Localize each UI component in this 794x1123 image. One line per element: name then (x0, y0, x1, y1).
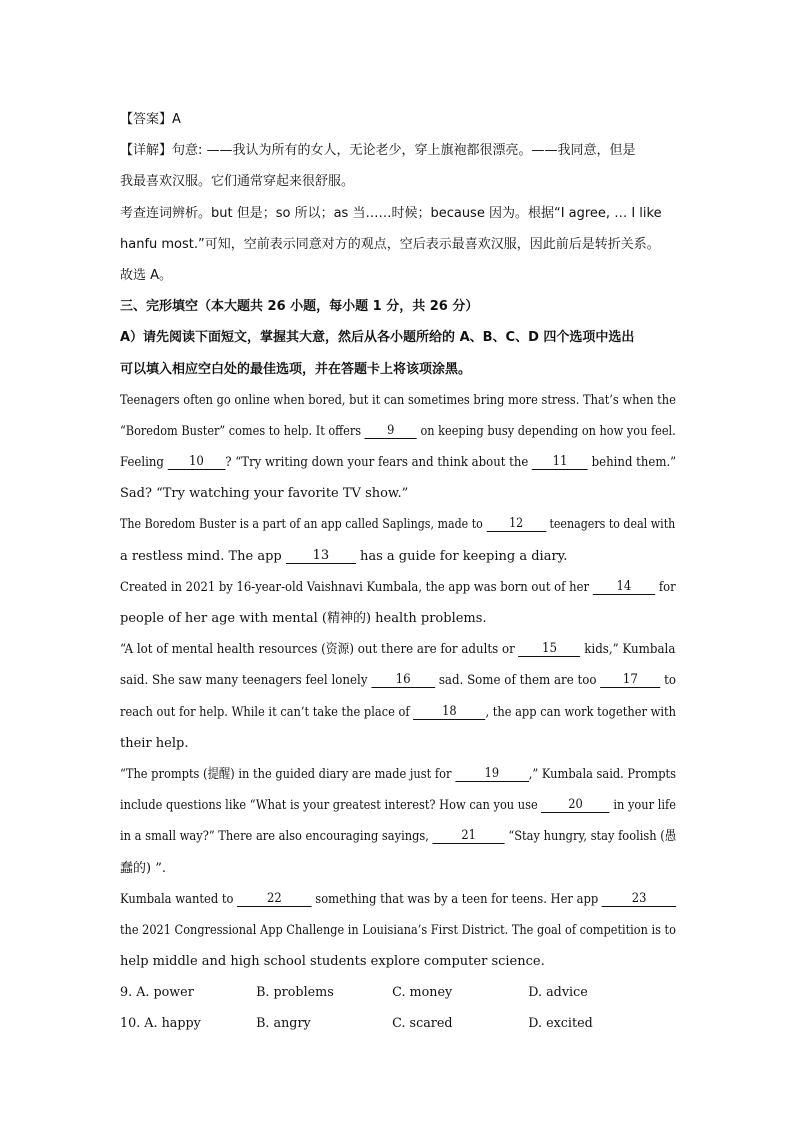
blank-14[interactable]: 14 (593, 580, 655, 595)
passage-line-2: “Boredom Buster” comes to help. It offers 9 on keeping busy depending on how you feel. (120, 422, 676, 439)
passage-line-6: a restless mind. The app 13 has a guide for keeping a diary. (120, 547, 568, 564)
blank-18[interactable]: 18 (413, 705, 485, 720)
detail-line-1: 【详解】句意: ——我认为所有的女人，无论老少，穿上旗袍都很漂亮。——我同意，但是 (120, 143, 636, 159)
passage-line-18: the 2021 Congressional App Challenge in Louisiana’s First District. The goal of competition is to (120, 922, 676, 938)
option-10-d[interactable]: D. excited (528, 1016, 593, 1032)
blank-13[interactable]: 13 (286, 549, 356, 564)
passage-line-5: The Boredom Buster is a part of an app called Saplings, made to 12 teenagers to deal with (120, 516, 676, 533)
blank-16[interactable]: 16 (371, 673, 435, 688)
passage-line-7: Created in 2021 by 16-year-old Vaishnavi Kumbala, the app was born out of her 14 for (120, 578, 676, 595)
passage-line-16: 蠢的) ”. (120, 860, 166, 876)
blank-11[interactable]: 11 (532, 455, 588, 470)
document-page (120, 104, 676, 1040)
passage-line-15: in a small way?” There are also encouraging sayings, 21 “Stay hungry, stay foolish (愚 (120, 828, 677, 845)
passage-line-12: their help. (120, 735, 189, 751)
passage-line-10: said. She saw many teenagers feel lonely 16 sad. Some of them are too 17 to (120, 672, 677, 689)
passage-line-3: Feeling 10 ? “Try writing down your fears and think about the 11 behind them.” (120, 454, 677, 471)
question-10-options (120, 1008, 676, 1039)
passage-line-19: help middle and high school students explore computer science. (120, 954, 545, 970)
blank-9[interactable]: 9 (365, 424, 417, 439)
blank-21[interactable]: 21 (433, 829, 505, 844)
option-10-c[interactable]: C. scared (392, 1016, 453, 1032)
option-9-c[interactable]: C. money (392, 985, 453, 1001)
passage-line-1: Teenagers often go online when bored, but it can sometimes bring more stress. That’s when the (120, 392, 676, 408)
detail-line-3: 考查连词辨析。but 但是；so 所以；as 当……时候；because 因为。根据“I agree, … I like (120, 205, 662, 221)
blank-12[interactable]: 12 (486, 517, 546, 532)
blank-17[interactable]: 17 (600, 673, 660, 688)
blank-19[interactable]: 19 (455, 767, 529, 782)
passage-line-11: reach out for help. While it can’t take the place of 18 , the app can work together with (120, 703, 676, 720)
passage-line-4: Sad? “Try watching your favorite TV show.” (120, 486, 409, 502)
passage-line-13: “The prompts (提醒) in the guided diary are made just for 19 ,” Kumbala said. Prompts (120, 765, 676, 782)
option-10-b[interactable]: B. angry (256, 1016, 311, 1032)
detail-line-2: 我最喜欢汉服。它们通常穿起来很舒服。 (120, 174, 355, 190)
passage-line-17: Kumbala wanted to 22 something that was by a teen for teens. Her app 23 (120, 884, 676, 915)
blank-15[interactable]: 15 (519, 642, 581, 657)
detail-line-4: hanfu most.”可知，空前表示同意对方的观点，空后表示最喜欢汉服，因此前后是转折关系。 (120, 236, 660, 252)
blank-22[interactable]: 22 (237, 892, 312, 907)
option-10-a[interactable]: 10. A. happy (120, 1016, 201, 1032)
question-9-options (120, 977, 676, 1008)
blank-10[interactable]: 10 (168, 455, 226, 470)
instruction-line-2: 可以填入相应空白处的最佳选项，并在答题卡上将该项涂黑。 (120, 361, 472, 377)
option-9-b[interactable]: B. problems (256, 985, 334, 1001)
option-9-d[interactable]: D. advice (528, 985, 588, 1001)
answer-label: 【答案】A (120, 112, 181, 127)
blank-23[interactable]: 23 (602, 892, 677, 907)
option-9-a[interactable]: 9. A. power (120, 985, 194, 1001)
passage-line-9: “A lot of mental health resources (资源) out there are for adults or 15 kids,” Kumbala (120, 641, 676, 658)
blank-20[interactable]: 20 (541, 798, 609, 813)
passage-line-8: people of her age with mental (精神的) health problems. (120, 611, 487, 626)
passage-line-14: include questions like “What is your greatest interest? How can you use 20 in your life (120, 797, 676, 814)
instruction-line-1: A）请先阅读下面短文，掌握其大意，然后从各小题所给的 A、B、C、D 四个选项中选出 (120, 330, 635, 346)
detail-line-5: 故选 A。 (120, 267, 173, 283)
section-title: 三、完形填空（本大题共 26 小题，每小题 1 分，共 26 分） (120, 299, 479, 315)
